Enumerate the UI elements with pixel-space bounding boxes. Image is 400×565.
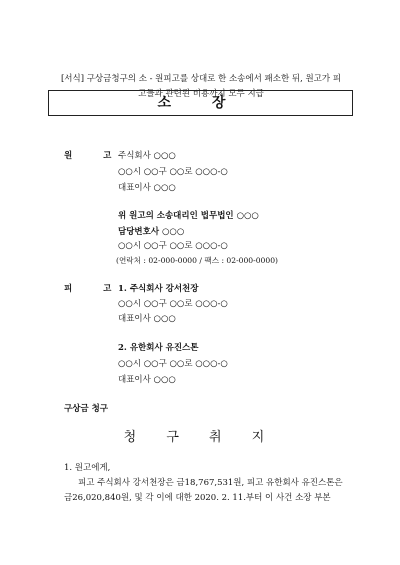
defendant-1-name: 1. 주식회사 강서천장 — [118, 284, 199, 294]
document-title: 소 장 — [48, 90, 353, 116]
plaintiff-agent: 위 원고의 소송대리인 법무법인 ○○○ — [118, 211, 259, 221]
plaintiff-name: 주식회사 ○○○ — [118, 151, 176, 161]
plaintiff-contact: (연락처 : 02-000-0000 / 팩스 : 02-000-0000) — [116, 256, 278, 265]
header-line-2: 고들과 관련된 비용까지 모두 지급 — [138, 89, 264, 99]
plaintiff-address: ○○시 ○○구 ○○로 ○○○-○ — [118, 167, 228, 177]
header-line-1: [서식] 구상금청구의 소 - 원피고를 상대로 한 소송에서 패소한 뒤, 원고가 피 — [60, 74, 342, 84]
defendant-2-ceo: 대표이사 ○○○ — [118, 375, 176, 385]
claim-paragraph-line-1: 피고 주식회사 강서천장은 금18,767,531원, 피고 유한회사 유진스톤은 — [78, 478, 343, 488]
section-title: 청 구 취 지 — [123, 430, 278, 445]
defendant-2-name: 2. 유한회사 유진스톤 — [118, 343, 199, 353]
plaintiff-label: 원 고 — [64, 151, 126, 161]
plaintiff-lawyer: 담당변호사 ○○○ — [118, 227, 185, 237]
claim-paragraph-line-2: 금26,020,840원, 및 각 이에 대한 2020. 2. 11.부터 이 사건 소장 부본 — [64, 493, 331, 503]
defendant-2-address: ○○시 ○○구 ○○로 ○○○-○ — [118, 359, 228, 369]
claim-type: 구상금 청구 — [64, 404, 109, 414]
defendant-label: 피 고 — [64, 284, 126, 294]
plaintiff-ceo: 대표이사 ○○○ — [118, 183, 176, 193]
defendant-1-ceo: 대표이사 ○○○ — [118, 314, 176, 324]
claim-item-1: 1. 원고에게, — [64, 463, 111, 473]
defendant-1-address: ○○시 ○○구 ○○로 ○○○-○ — [118, 299, 228, 309]
plaintiff-agent-address: ○○시 ○○구 ○○로 ○○○-○ — [118, 241, 228, 251]
